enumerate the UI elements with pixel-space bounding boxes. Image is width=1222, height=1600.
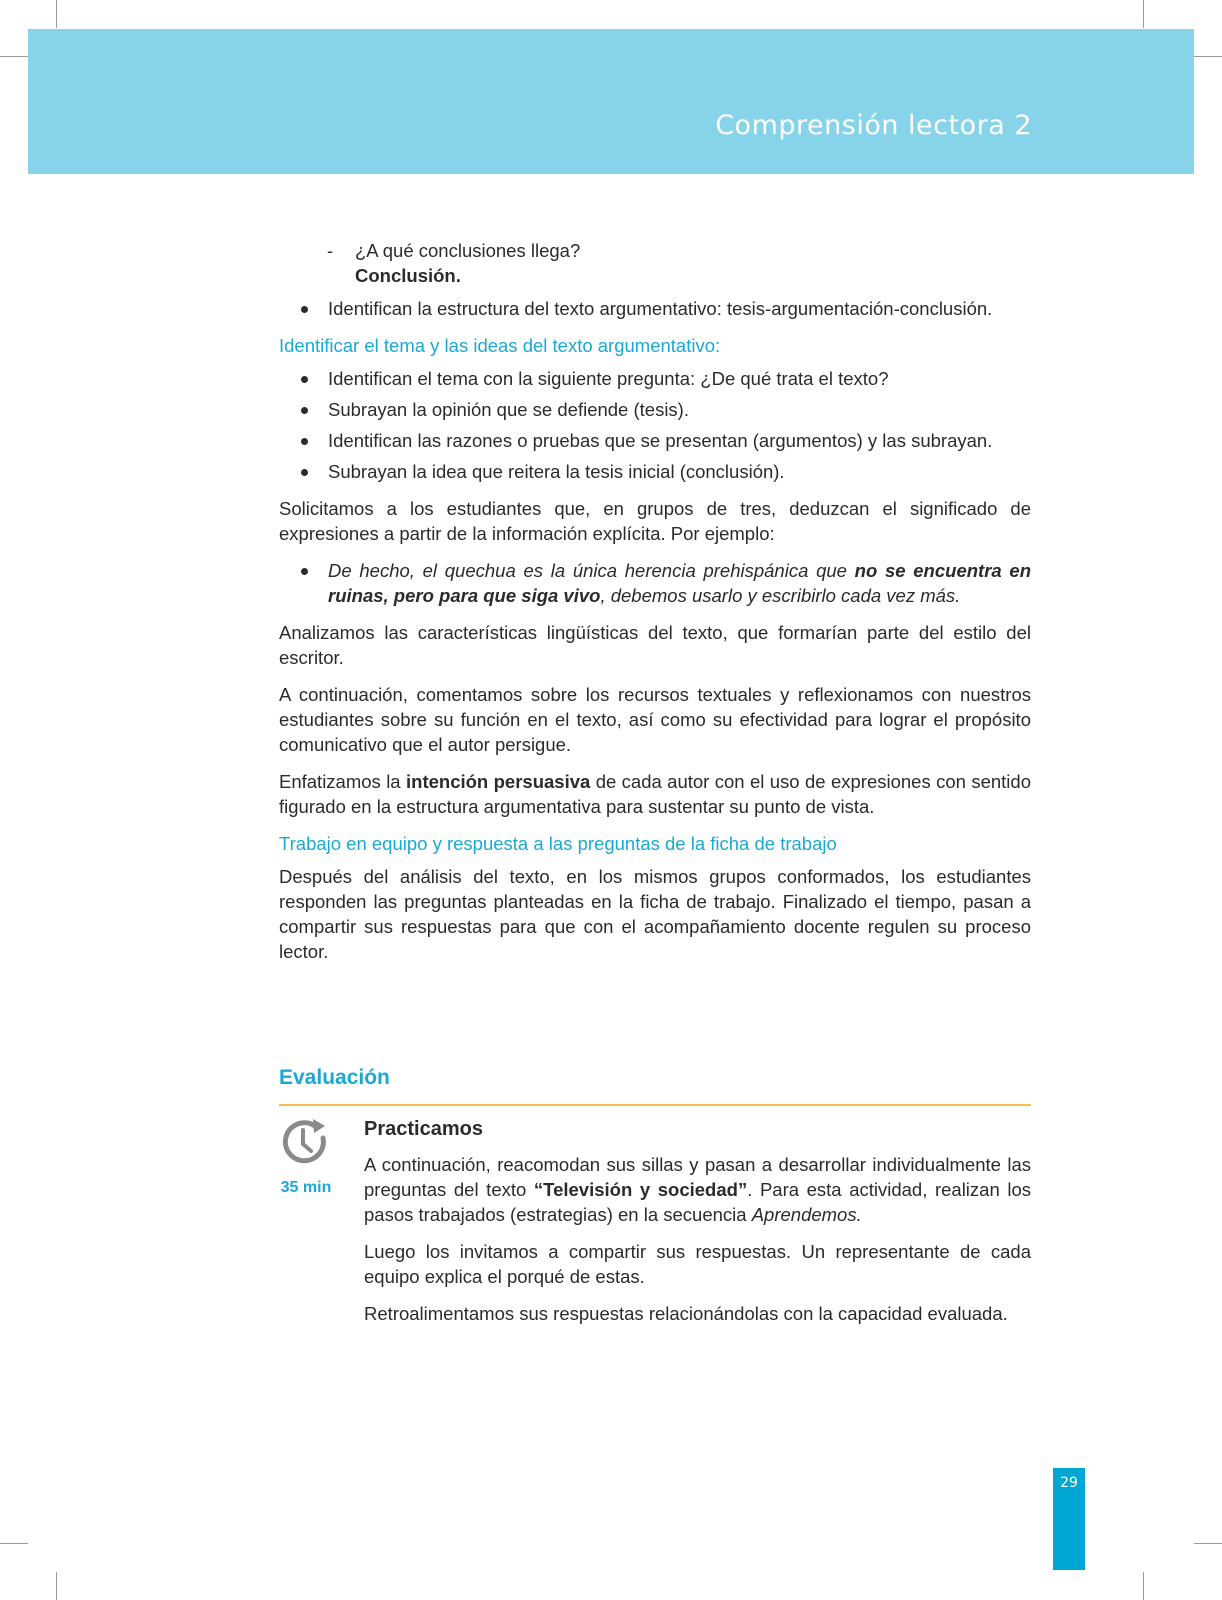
emphasis-after: de cada autor con el uso de expresiones con sentido figurado en la estructura argumentativa para sustentar su punto de vista. (279, 771, 1031, 817)
list-item (279, 296, 1031, 321)
ideas-list (279, 366, 1031, 484)
list-item-text: Identifican la estructura del texto argumentativo: tesis-argumentación-conclusión. (328, 298, 993, 319)
dash-question-text: ¿A qué conclusiones llega? (355, 240, 581, 261)
practice-paragraph-1 (364, 1152, 1031, 1227)
practice-title: Practicamos (364, 1118, 483, 1140)
practice-section (364, 1117, 1031, 1338)
crop-mark (1143, 0, 1144, 28)
crop-mark (1194, 1543, 1222, 1544)
dash-marker: - (327, 240, 334, 261)
dash-question (279, 238, 1031, 263)
section-heading: Identificar el tema y las ideas del texto argumentativo: (279, 335, 721, 356)
practice-paragraph-2: Luego los invitamos a compartir sus respuestas. Un representante de cada equipo explica el porqué de estas. (364, 1241, 1031, 1287)
main-content (279, 238, 1031, 976)
page-number: 29 (1060, 1475, 1078, 1491)
paragraph-linguistic: Analizamos las características lingüísticas del texto, que formarían parte del estilo del escritor. (279, 622, 1031, 668)
paragraph-groups: Solicitamos a los estudiantes que, en grupos de tres, deduzcan el significado de expresiones a partir de la información explícita. Por ejemplo: (279, 498, 1031, 544)
evaluation-title: Evaluación (279, 1066, 390, 1089)
crop-mark (56, 0, 57, 28)
example-text-2: , debemos usarlo y escribirlo cada vez más. (600, 585, 961, 606)
example-list (279, 558, 1031, 608)
bullet-dot (301, 306, 308, 313)
dash-answer: Conclusión. (355, 265, 461, 286)
practice-text-1: A continuación, reacomodan sus sillas y pasan a desarrollar individualmente las preguntas del texto (364, 1154, 1031, 1200)
emphasis-bold: intención persuasiva (406, 771, 591, 792)
list-item (279, 459, 1031, 484)
bullet-dot (301, 568, 308, 575)
list-item-text: Subrayan la opinión que se defiende (tesis). (328, 399, 689, 420)
practice-text-bold: “Televisión y sociedad” (533, 1179, 748, 1200)
section-heading: Trabajo en equipo y respuesta a las preguntas de la ficha de trabajo (279, 833, 837, 854)
paragraph-emphasis (279, 769, 1031, 819)
list-item-text: Identifican las razones o pruebas que se presentan (argumentos) y las subrayan. (328, 430, 993, 451)
list-item (279, 428, 1031, 453)
example-text-bold: no se encuentra en ruinas, pero para que siga vivo (328, 560, 1031, 606)
divider (279, 1104, 1031, 1106)
time-label: 35 min (280, 1179, 332, 1196)
practice-text-2: . Para esta actividad, realizan los pasos trabajados (estrategias) en la secuencia (364, 1179, 1031, 1225)
list-item (279, 366, 1031, 391)
bullet-dot (301, 438, 308, 445)
list-item-text: Identifican el tema con la siguiente pregunta: ¿De qué trata el texto? (328, 368, 889, 389)
practice-paragraph-3: Retroalimentamos sus respuestas relacionándolas con la capacidad evaluada. (364, 1303, 1008, 1324)
bullet-dot (301, 407, 308, 414)
bullet-dot (301, 376, 308, 383)
header-band (28, 29, 1194, 174)
emphasis-before: Enfatizamos la (279, 771, 406, 792)
clock-icon (279, 1116, 331, 1168)
list-item (279, 397, 1031, 422)
crop-mark (56, 1572, 57, 1600)
example-text-1: De hecho, el quechua es la única herencia prehispánica que (328, 560, 855, 581)
crop-mark (0, 56, 28, 57)
paragraph-resources: A continuación, comentamos sobre los recursos textuales y reflexionamos con nuestros estudiantes sobre su función en el texto, así como su efectividad para lograr el propósito comunicativo que el autor persigue. (279, 684, 1031, 755)
crop-mark (1194, 56, 1222, 57)
bullet-dot (301, 469, 308, 476)
paragraph-after-analysis: Después del análisis del texto, en los mismos grupos conformados, los estudiantes responden las preguntas planteadas en la ficha de trabajo. Finalizado el tiempo, pasan a compartir sus respuestas para que con el acompañamiento docente regulen su proceso lector. (279, 866, 1031, 962)
header-title: Comprensión lectora 2 (715, 110, 1032, 141)
structure-list (279, 296, 1031, 321)
practice-text-italic: Aprendemos. (751, 1204, 862, 1225)
crop-mark (0, 1543, 28, 1544)
crop-mark (1143, 1572, 1144, 1600)
list-item-text: Subrayan la idea que reitera la tesis inicial (conclusión). (328, 461, 785, 482)
example-quote (279, 558, 1031, 608)
